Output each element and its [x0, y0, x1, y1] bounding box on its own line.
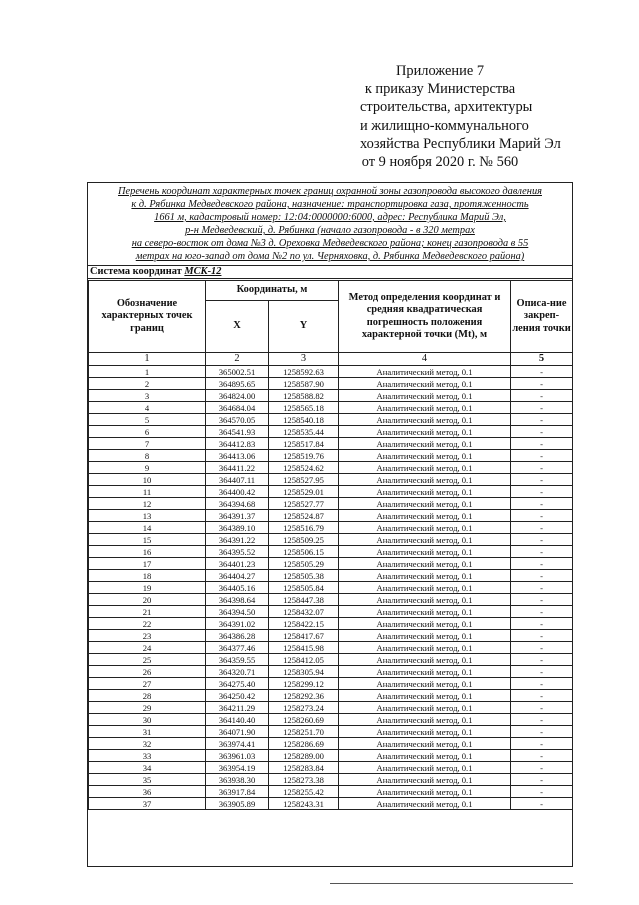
- table-row: [89, 438, 573, 450]
- coord-y: 1258255.42: [269, 786, 339, 798]
- coord-x: 363905.89: [206, 798, 269, 810]
- method: Аналитический метод, 0.1: [339, 678, 511, 690]
- coord-y: 1258519.76: [269, 450, 339, 462]
- table-row: [89, 594, 573, 606]
- method: Аналитический метод, 0.1: [339, 666, 511, 678]
- coord-x: 364824.00: [206, 390, 269, 402]
- point-number: 4: [89, 402, 206, 414]
- description: -: [511, 714, 573, 726]
- coord-y: 1258447.38: [269, 594, 339, 606]
- column-number: 4: [339, 353, 511, 366]
- coord-x: 364395.52: [206, 546, 269, 558]
- table-row: [89, 582, 573, 594]
- column-number: 2: [206, 353, 269, 366]
- coord-x: 363954.19: [206, 762, 269, 774]
- method: Аналитический метод, 0.1: [339, 546, 511, 558]
- coord-y: 1258592.63: [269, 366, 339, 378]
- method: Аналитический метод, 0.1: [339, 462, 511, 474]
- coord-y: 1258292.36: [269, 690, 339, 702]
- table-row: [89, 366, 573, 378]
- table-caption: [88, 183, 572, 266]
- column-number: 3: [269, 353, 339, 366]
- header-description: Описа-ние закреп-ления точки: [511, 281, 573, 353]
- table-row: [89, 690, 573, 702]
- table-row: [89, 666, 573, 678]
- caption-line: р-н Медведевский, д. Рябинка (начало газопровода - в 320 метрах: [185, 225, 475, 236]
- method: Аналитический метод, 0.1: [339, 594, 511, 606]
- description: -: [511, 738, 573, 750]
- point-number: 31: [89, 726, 206, 738]
- description: -: [511, 390, 573, 402]
- description: -: [511, 366, 573, 378]
- coord-x: 364413.06: [206, 450, 269, 462]
- coord-y: 1258505.29: [269, 558, 339, 570]
- column-numbers-row: [89, 353, 573, 366]
- coord-y: 1258505.38: [269, 570, 339, 582]
- coord-y: 1258506.15: [269, 546, 339, 558]
- coord-x: 364412.83: [206, 438, 269, 450]
- point-number: 36: [89, 786, 206, 798]
- description: -: [511, 606, 573, 618]
- method: Аналитический метод, 0.1: [339, 774, 511, 786]
- description: -: [511, 462, 573, 474]
- coord-y: 1258565.18: [269, 402, 339, 414]
- point-number: 15: [89, 534, 206, 546]
- table-row: [89, 630, 573, 642]
- point-number: 1: [89, 366, 206, 378]
- coord-x: 364405.16: [206, 582, 269, 594]
- table-row: [89, 510, 573, 522]
- description: -: [511, 402, 573, 414]
- point-number: 5: [89, 414, 206, 426]
- coord-x: 364377.46: [206, 642, 269, 654]
- description: -: [511, 558, 573, 570]
- table-row: [89, 414, 573, 426]
- coord-x: 363974.41: [206, 738, 269, 750]
- point-number: 34: [89, 762, 206, 774]
- table-row: [89, 738, 573, 750]
- coord-y: 1258289.00: [269, 750, 339, 762]
- description: -: [511, 762, 573, 774]
- column-number: 5: [511, 353, 573, 366]
- method: Аналитический метод, 0.1: [339, 450, 511, 462]
- coord-y: 1258299.12: [269, 678, 339, 690]
- method: Аналитический метод, 0.1: [339, 522, 511, 534]
- coord-x: 364411.22: [206, 462, 269, 474]
- method: Аналитический метод, 0.1: [339, 618, 511, 630]
- point-number: 28: [89, 690, 206, 702]
- coord-x: 364394.50: [206, 606, 269, 618]
- method: Аналитический метод, 0.1: [339, 738, 511, 750]
- point-number: 32: [89, 738, 206, 750]
- coord-y: 1258432.07: [269, 606, 339, 618]
- table-row: [89, 762, 573, 774]
- point-number: 3: [89, 390, 206, 402]
- coord-x: 364391.22: [206, 534, 269, 546]
- description: -: [511, 690, 573, 702]
- table-row: [89, 714, 573, 726]
- point-number: 17: [89, 558, 206, 570]
- header-method: Метод определения координат и средняя квадратическая погрешность положения характерной точки (Mt), м: [339, 281, 511, 353]
- coord-y: 1258509.25: [269, 534, 339, 546]
- point-number: 29: [89, 702, 206, 714]
- coordinate-system-label: Система координат: [90, 266, 182, 277]
- coord-x: 364400.42: [206, 486, 269, 498]
- description: -: [511, 450, 573, 462]
- caption-line: на северо-восток от дома №3 д. Ореховка Медведевского района; конец газопровода в 55: [131, 238, 529, 249]
- table-row: [89, 750, 573, 762]
- description: -: [511, 486, 573, 498]
- method: Аналитический метод, 0.1: [339, 762, 511, 774]
- coord-y: 1258527.77: [269, 498, 339, 510]
- header-coordinates: Координаты, м: [206, 281, 339, 301]
- point-number: 20: [89, 594, 206, 606]
- method: Аналитический метод, 0.1: [339, 426, 511, 438]
- description: -: [511, 534, 573, 546]
- appendix-line: Приложение 7: [395, 63, 485, 79]
- coord-x: 364250.42: [206, 690, 269, 702]
- coord-x: 364391.37: [206, 510, 269, 522]
- caption-line: метрах на юго-запад от дома №2 по ул. Черняховка, д. Рябинка Медведевского района): [135, 251, 525, 262]
- method: Аналитический метод, 0.1: [339, 786, 511, 798]
- point-number: 27: [89, 678, 206, 690]
- table-row: [89, 558, 573, 570]
- table-row: [89, 726, 573, 738]
- coordinate-system: [88, 266, 572, 279]
- appendix-header: [0, 62, 561, 171]
- coord-y: 1258260.69: [269, 714, 339, 726]
- header-x: X: [206, 301, 269, 353]
- method: Аналитический метод, 0.1: [339, 510, 511, 522]
- coord-y: 1258529.01: [269, 486, 339, 498]
- table-row: [89, 798, 573, 810]
- coord-x: 364071.90: [206, 726, 269, 738]
- point-number: 33: [89, 750, 206, 762]
- point-number: 24: [89, 642, 206, 654]
- point-number: 8: [89, 450, 206, 462]
- point-number: 13: [89, 510, 206, 522]
- description: -: [511, 438, 573, 450]
- method: Аналитический метод, 0.1: [339, 642, 511, 654]
- point-number: 16: [89, 546, 206, 558]
- point-number: 11: [89, 486, 206, 498]
- description: -: [511, 618, 573, 630]
- description: -: [511, 546, 573, 558]
- coord-x: 364359.55: [206, 654, 269, 666]
- method: Аналитический метод, 0.1: [339, 390, 511, 402]
- coord-y: 1258527.95: [269, 474, 339, 486]
- appendix-line: хозяйства Республики Марий Эл: [360, 135, 561, 152]
- column-number: 1: [89, 353, 206, 366]
- method: Аналитический метод, 0.1: [339, 438, 511, 450]
- appendix-line: строительства, архитектуры: [360, 99, 533, 116]
- header-y: Y: [269, 301, 339, 353]
- description: -: [511, 582, 573, 594]
- coordinates-table: [88, 280, 573, 810]
- coord-y: 1258535.44: [269, 426, 339, 438]
- table-row: [89, 570, 573, 582]
- caption-line: к д. Рябинка Медведевского района, назначение: транспортировка газа, протяженность: [131, 199, 529, 210]
- coord-y: 1258540.18: [269, 414, 339, 426]
- table-row: [89, 654, 573, 666]
- coord-x: 364404.27: [206, 570, 269, 582]
- description: -: [511, 426, 573, 438]
- table-row: [89, 378, 573, 390]
- coord-y: 1258422.15: [269, 618, 339, 630]
- table-row: [89, 450, 573, 462]
- method: Аналитический метод, 0.1: [339, 714, 511, 726]
- coordinate-system-name: МСК-12: [184, 266, 222, 277]
- coord-y: 1258417.67: [269, 630, 339, 642]
- method: Аналитический метод, 0.1: [339, 606, 511, 618]
- point-number: 2: [89, 378, 206, 390]
- point-number: 12: [89, 498, 206, 510]
- coord-x: 364407.11: [206, 474, 269, 486]
- description: -: [511, 378, 573, 390]
- method: Аналитический метод, 0.1: [339, 498, 511, 510]
- point-number: 35: [89, 774, 206, 786]
- coord-x: 364391.02: [206, 618, 269, 630]
- point-number: 25: [89, 654, 206, 666]
- description: -: [511, 498, 573, 510]
- coord-x: 363961.03: [206, 750, 269, 762]
- method: Аналитический метод, 0.1: [339, 726, 511, 738]
- table-row: [89, 618, 573, 630]
- coord-x: 365002.51: [206, 366, 269, 378]
- coord-x: 364140.40: [206, 714, 269, 726]
- coord-x: 364386.28: [206, 630, 269, 642]
- point-number: 30: [89, 714, 206, 726]
- coord-x: 364401.23: [206, 558, 269, 570]
- coord-y: 1258415.98: [269, 642, 339, 654]
- table-row: [89, 402, 573, 414]
- table-row: [89, 462, 573, 474]
- description: -: [511, 702, 573, 714]
- coordinates-frame: [87, 182, 573, 867]
- description: -: [511, 414, 573, 426]
- table-row: [89, 678, 573, 690]
- description: -: [511, 774, 573, 786]
- description: -: [511, 750, 573, 762]
- coord-y: 1258505.84: [269, 582, 339, 594]
- table-row: [89, 786, 573, 798]
- table-row: [89, 522, 573, 534]
- method: Аналитический метод, 0.1: [339, 534, 511, 546]
- description: -: [511, 726, 573, 738]
- appendix-line: и жилищно-коммунального: [360, 117, 529, 134]
- coord-x: 364320.71: [206, 666, 269, 678]
- point-number: 26: [89, 666, 206, 678]
- coord-y: 1258524.62: [269, 462, 339, 474]
- table-row: [89, 642, 573, 654]
- point-number: 19: [89, 582, 206, 594]
- table-row: [89, 390, 573, 402]
- table-row: [89, 486, 573, 498]
- table-row: [89, 534, 573, 546]
- table-row: [89, 702, 573, 714]
- point-number: 9: [89, 462, 206, 474]
- method: Аналитический метод, 0.1: [339, 378, 511, 390]
- point-number: 7: [89, 438, 206, 450]
- method: Аналитический метод, 0.1: [339, 630, 511, 642]
- caption-line: Перечень координат характерных точек границ охранной зоны газопровода высокого давления: [118, 186, 542, 197]
- coord-x: 364394.68: [206, 498, 269, 510]
- table-row: [89, 426, 573, 438]
- description: -: [511, 666, 573, 678]
- coord-y: 1258588.82: [269, 390, 339, 402]
- point-number: 14: [89, 522, 206, 534]
- point-number: 22: [89, 618, 206, 630]
- caption-line: 1661 м, кадастровый номер: 12:04:0000000:6000, адрес: Республика Марий Эл,: [154, 212, 506, 223]
- coord-y: 1258243.31: [269, 798, 339, 810]
- coord-y: 1258273.24: [269, 702, 339, 714]
- coord-y: 1258517.84: [269, 438, 339, 450]
- table-row: [89, 546, 573, 558]
- point-number: 6: [89, 426, 206, 438]
- coord-x: 364541.93: [206, 426, 269, 438]
- description: -: [511, 522, 573, 534]
- method: Аналитический метод, 0.1: [339, 750, 511, 762]
- description: -: [511, 510, 573, 522]
- bottom-divider: [330, 883, 573, 884]
- description: -: [511, 594, 573, 606]
- table-row: [89, 474, 573, 486]
- coord-y: 1258305.94: [269, 666, 339, 678]
- method: Аналитический метод, 0.1: [339, 366, 511, 378]
- method: Аналитический метод, 0.1: [339, 582, 511, 594]
- method: Аналитический метод, 0.1: [339, 690, 511, 702]
- description: -: [511, 654, 573, 666]
- description: -: [511, 798, 573, 810]
- coord-x: 363917.84: [206, 786, 269, 798]
- table-row: [89, 498, 573, 510]
- description: -: [511, 642, 573, 654]
- coord-y: 1258251.70: [269, 726, 339, 738]
- description: -: [511, 786, 573, 798]
- method: Аналитический метод, 0.1: [339, 414, 511, 426]
- coord-x: 363938.30: [206, 774, 269, 786]
- appendix-line: к приказу Министерства: [364, 81, 516, 98]
- coord-x: 364389.10: [206, 522, 269, 534]
- coord-y: 1258587.90: [269, 378, 339, 390]
- method: Аналитический метод, 0.1: [339, 570, 511, 582]
- point-number: 21: [89, 606, 206, 618]
- coord-x: 364275.40: [206, 678, 269, 690]
- method: Аналитический метод, 0.1: [339, 486, 511, 498]
- coord-x: 364570.05: [206, 414, 269, 426]
- description: -: [511, 474, 573, 486]
- point-number: 23: [89, 630, 206, 642]
- method: Аналитический метод, 0.1: [339, 798, 511, 810]
- coord-y: 1258273.38: [269, 774, 339, 786]
- coord-y: 1258412.05: [269, 654, 339, 666]
- description: -: [511, 630, 573, 642]
- method: Аналитический метод, 0.1: [339, 654, 511, 666]
- coord-x: 364895.65: [206, 378, 269, 390]
- coord-x: 364211.29: [206, 702, 269, 714]
- coord-x: 364684.04: [206, 402, 269, 414]
- coord-y: 1258516.79: [269, 522, 339, 534]
- coord-y: 1258524.87: [269, 510, 339, 522]
- coord-y: 1258283.84: [269, 762, 339, 774]
- header-designation: Обозначение характерных точек границ: [89, 281, 206, 353]
- table-row: [89, 606, 573, 618]
- method: Аналитический метод, 0.1: [339, 702, 511, 714]
- point-number: 10: [89, 474, 206, 486]
- coord-x: 364398.64: [206, 594, 269, 606]
- appendix-line: от 9 ноября 2020 г. № 560: [361, 154, 519, 171]
- point-number: 18: [89, 570, 206, 582]
- method: Аналитический метод, 0.1: [339, 558, 511, 570]
- description: -: [511, 678, 573, 690]
- method: Аналитический метод, 0.1: [339, 474, 511, 486]
- point-number: 37: [89, 798, 206, 810]
- method: Аналитический метод, 0.1: [339, 402, 511, 414]
- coord-y: 1258286.69: [269, 738, 339, 750]
- table-row: [89, 774, 573, 786]
- description: -: [511, 570, 573, 582]
